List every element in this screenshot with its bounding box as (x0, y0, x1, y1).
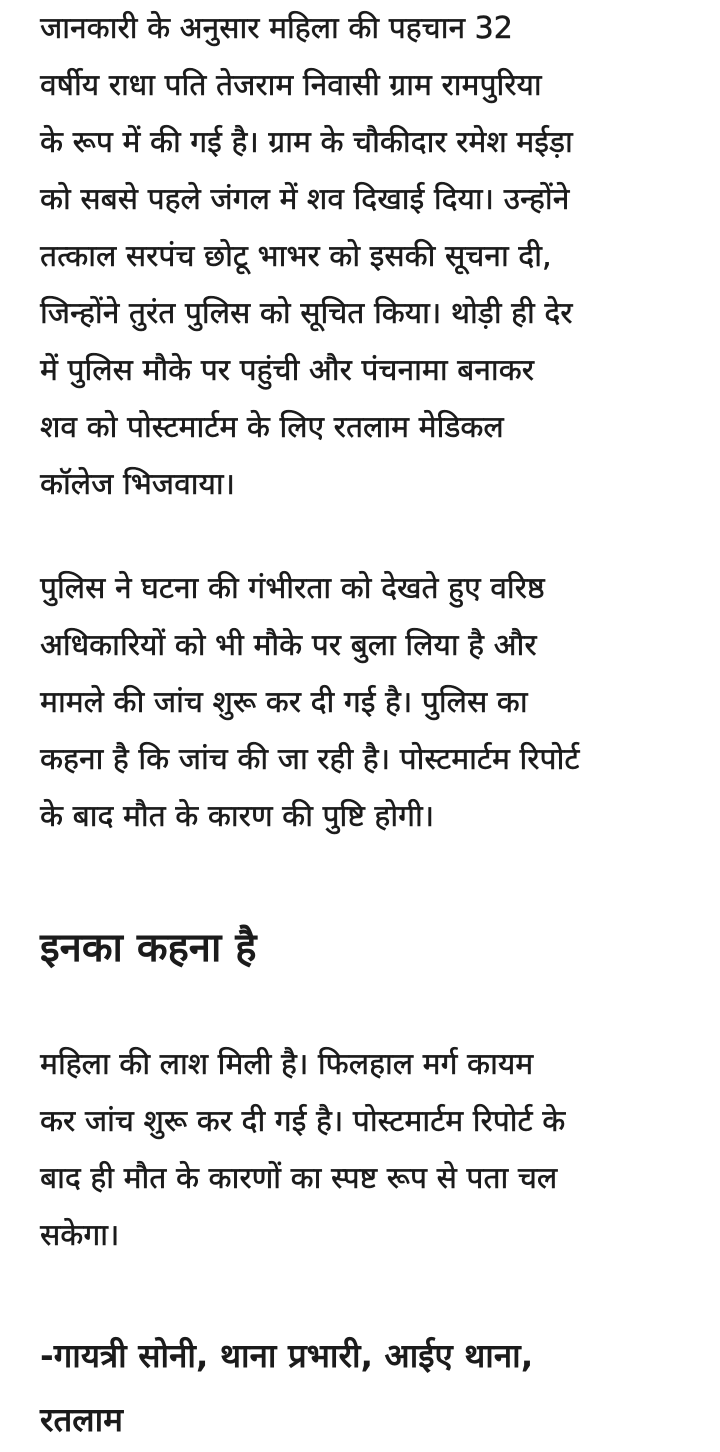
article-paragraph-2: पुलिस ने घटना की गंभीरता को देखते हुए वरिष्ठ अधिकारियों को भी मौके पर बुला लिया है और मामले की जांच शुरू कर दी गई है। पुलिस का कहना है कि जांच की जा रही है। पोस्टमार्टम रिपोर्ट के बाद मौत के कारण की पुष्टि होगी। (40, 571, 580, 834)
article-paragraph-1: जानकारी के अनुसार महिला की पहचान 32 वर्षीय राधा पति तेजराम निवासी ग्राम रामपुरिया के रूप में की गई है। ग्राम के चौकीदार रमेश मईड़ा को सबसे पहले जंगल में शव दिखाई दिया। उन्होंने तत्काल सरपंच छोटू भाभर को इसकी सूचना दी, जिन्होंने तुरंत पुलिस को सूचित किया। थोड़ी ही देर में पुलिस मौके पर पहुंची और पंचनामा बनाकर शव को पोस्टमार्टम के लिए रतलाम मेडिकल कॉलेज भिजवाया। (40, 11, 573, 502)
article-paragraph-3: महिला की लाश मिली है। फिलहाल मर्ग कायम कर जांच शुरू कर दी गई है। पोस्टमार्टम रिपोर्ट के बाद ही मौत के कारणों का स्पष्ट रूप से पता चल सकेगा। (40, 1047, 566, 1253)
section-subheading: इनका कहना है (40, 925, 257, 971)
quote-attribution: -गायत्री सोनी, थाना प्रभारी, आईए थाना, रतलाम (40, 1336, 534, 1439)
